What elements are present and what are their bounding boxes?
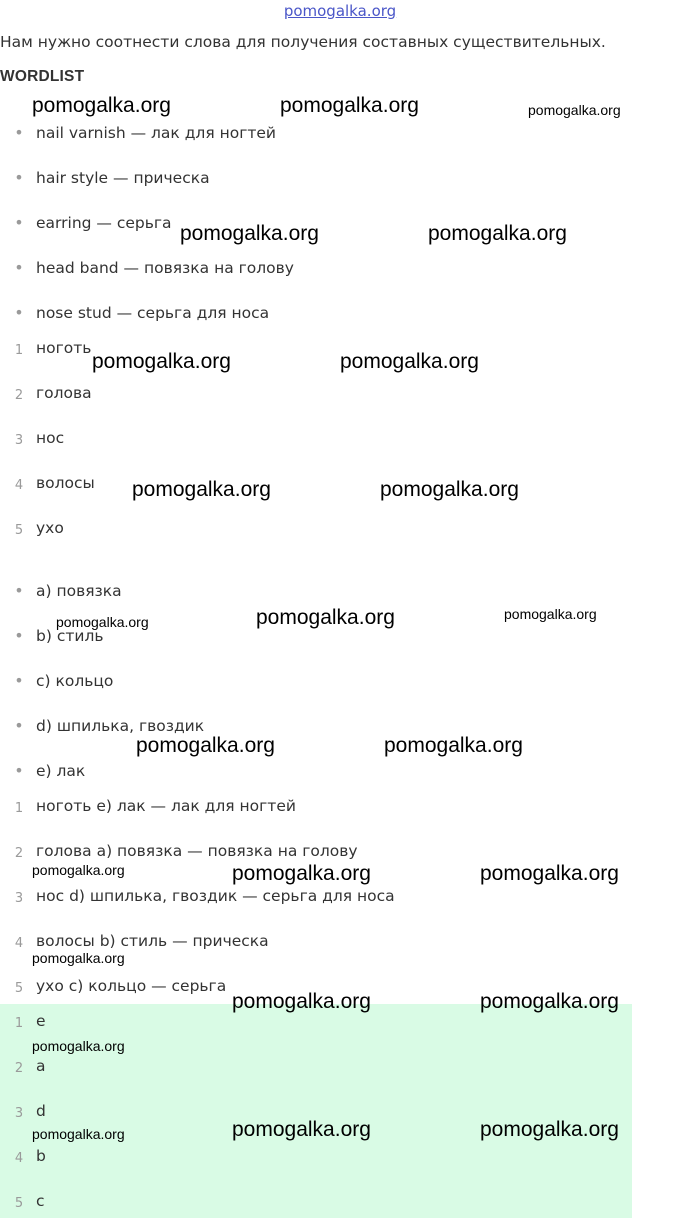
watermark: pomogalka.org bbox=[32, 950, 125, 966]
list-item bbox=[0, 1094, 632, 1139]
list-item-text: nose stud — серьга для носа bbox=[36, 304, 270, 322]
bullet-marker: • bbox=[14, 303, 24, 322]
bullet-marker: • bbox=[14, 581, 24, 600]
number-marker: 5 bbox=[14, 1196, 24, 1211]
bullet-marker: • bbox=[14, 761, 24, 780]
watermark: pomogalka.org bbox=[280, 94, 419, 117]
watermark: pomogalka.org bbox=[92, 350, 231, 373]
list-item bbox=[0, 519, 632, 564]
list-item bbox=[0, 1049, 632, 1094]
watermark: pomogalka.org bbox=[32, 1126, 125, 1142]
list-item-text: b) стиль bbox=[36, 627, 104, 645]
list-item-text: a bbox=[36, 1057, 46, 1075]
bullet-marker: • bbox=[14, 716, 24, 735]
list-item bbox=[0, 1139, 632, 1184]
wordlist-heading: WORDLIST bbox=[0, 68, 85, 85]
number-marker: 1 bbox=[14, 1016, 24, 1031]
intro-text: Нам нужно соотнести слова для получения составных существительных. bbox=[0, 33, 606, 51]
list-item bbox=[0, 214, 632, 259]
number-marker: 1 bbox=[14, 343, 24, 358]
list-item-text: ноготь e) лак — лак для ногтей bbox=[36, 797, 296, 815]
list-item-text: d bbox=[36, 1102, 46, 1120]
watermark: pomogalka.org bbox=[480, 990, 619, 1013]
list-item-text: c) кольцо bbox=[36, 672, 114, 690]
bullet-marker: • bbox=[14, 213, 24, 232]
list-item-text: a) повязка bbox=[36, 582, 122, 600]
watermark: pomogalka.org bbox=[504, 606, 597, 622]
number-marker: 1 bbox=[14, 801, 24, 816]
number-marker: 4 bbox=[14, 936, 24, 951]
list-item bbox=[0, 429, 632, 474]
list-item bbox=[0, 384, 632, 429]
watermark: pomogalka.org bbox=[340, 350, 479, 373]
list-item-text: волосы b) стиль — прическа bbox=[36, 932, 269, 950]
list-item-text: ухо bbox=[36, 519, 64, 537]
number-marker: 2 bbox=[14, 388, 24, 403]
bullet-marker: • bbox=[14, 258, 24, 277]
watermark: pomogalka.org bbox=[32, 1038, 125, 1054]
watermark: pomogalka.org bbox=[56, 614, 149, 630]
list-item-text: e) лак bbox=[36, 762, 86, 780]
list-item-text: нос d) шпилька, гвоздик — серьга для носа bbox=[36, 887, 395, 905]
number-marker: 3 bbox=[14, 891, 24, 906]
watermark: pomogalka.org bbox=[32, 862, 125, 878]
watermark: pomogalka.org bbox=[232, 862, 371, 885]
number-marker: 2 bbox=[14, 846, 24, 861]
list-item-text: ухо c) кольцо — серьга bbox=[36, 977, 227, 995]
number-marker: 5 bbox=[14, 523, 24, 538]
list-item bbox=[0, 124, 632, 169]
list-item bbox=[0, 627, 632, 672]
list-item bbox=[0, 932, 632, 977]
list-item bbox=[0, 259, 632, 304]
number-marker: 2 bbox=[14, 1061, 24, 1076]
watermark: pomogalka.org bbox=[256, 606, 395, 629]
list-item-text: head band — повязка на голову bbox=[36, 259, 294, 277]
watermark: pomogalka.org bbox=[232, 990, 371, 1013]
number-marker: 4 bbox=[14, 1151, 24, 1166]
list-item-text: e bbox=[36, 1012, 46, 1030]
list-item bbox=[0, 339, 632, 384]
list-item-text: b bbox=[36, 1147, 46, 1165]
list-item bbox=[0, 582, 632, 627]
bullet-marker: • bbox=[14, 626, 24, 645]
list-item bbox=[0, 474, 632, 519]
watermark: pomogalka.org bbox=[232, 1118, 371, 1141]
list-item bbox=[0, 1184, 632, 1229]
watermark: pomogalka.org bbox=[136, 734, 275, 757]
list-item bbox=[0, 842, 632, 887]
list-item bbox=[0, 887, 632, 932]
list-item-text: hair style — прическа bbox=[36, 169, 210, 187]
watermark: pomogalka.org bbox=[180, 222, 319, 245]
matches-list bbox=[0, 797, 632, 1022]
number-marker: 3 bbox=[14, 433, 24, 448]
list-item-text: волосы bbox=[36, 474, 95, 492]
list-item-text: ноготь bbox=[36, 339, 92, 357]
bullet-marker: • bbox=[14, 671, 24, 690]
list-item-text: nail varnish — лак для ногтей bbox=[36, 124, 276, 142]
list-item bbox=[0, 169, 632, 214]
answers-list bbox=[0, 1004, 632, 1218]
site-link[interactable]: pomogalka.org bbox=[283, 2, 397, 20]
watermark: pomogalka.org bbox=[132, 478, 271, 501]
watermark: pomogalka.org bbox=[428, 222, 567, 245]
wordlist bbox=[0, 124, 632, 349]
number-marker: 5 bbox=[14, 981, 24, 996]
list-item-text: голова a) повязка — повязка на голову bbox=[36, 842, 358, 860]
watermark: pomogalka.org bbox=[528, 102, 621, 118]
options-list bbox=[0, 582, 632, 807]
list-item bbox=[0, 672, 632, 717]
watermark: pomogalka.org bbox=[384, 734, 523, 757]
list-item-text: d) шпилька, гвоздик bbox=[36, 717, 205, 735]
watermark: pomogalka.org bbox=[480, 862, 619, 885]
list-item-text: нос bbox=[36, 429, 65, 447]
watermark: pomogalka.org bbox=[480, 1118, 619, 1141]
bullet-marker: • bbox=[14, 168, 24, 187]
list-item bbox=[0, 717, 632, 762]
list-item-text: голова bbox=[36, 384, 92, 402]
list-item-text: c bbox=[36, 1192, 45, 1210]
list-item bbox=[0, 797, 632, 842]
bullet-marker: • bbox=[14, 123, 24, 142]
list-item-text: earring — серьга bbox=[36, 214, 172, 232]
number-marker: 4 bbox=[14, 478, 24, 493]
list-item bbox=[0, 1004, 632, 1049]
watermark: pomogalka.org bbox=[380, 478, 519, 501]
watermark: pomogalka.org bbox=[32, 94, 171, 117]
number-marker: 3 bbox=[14, 1106, 24, 1121]
nouns-list bbox=[0, 339, 632, 564]
